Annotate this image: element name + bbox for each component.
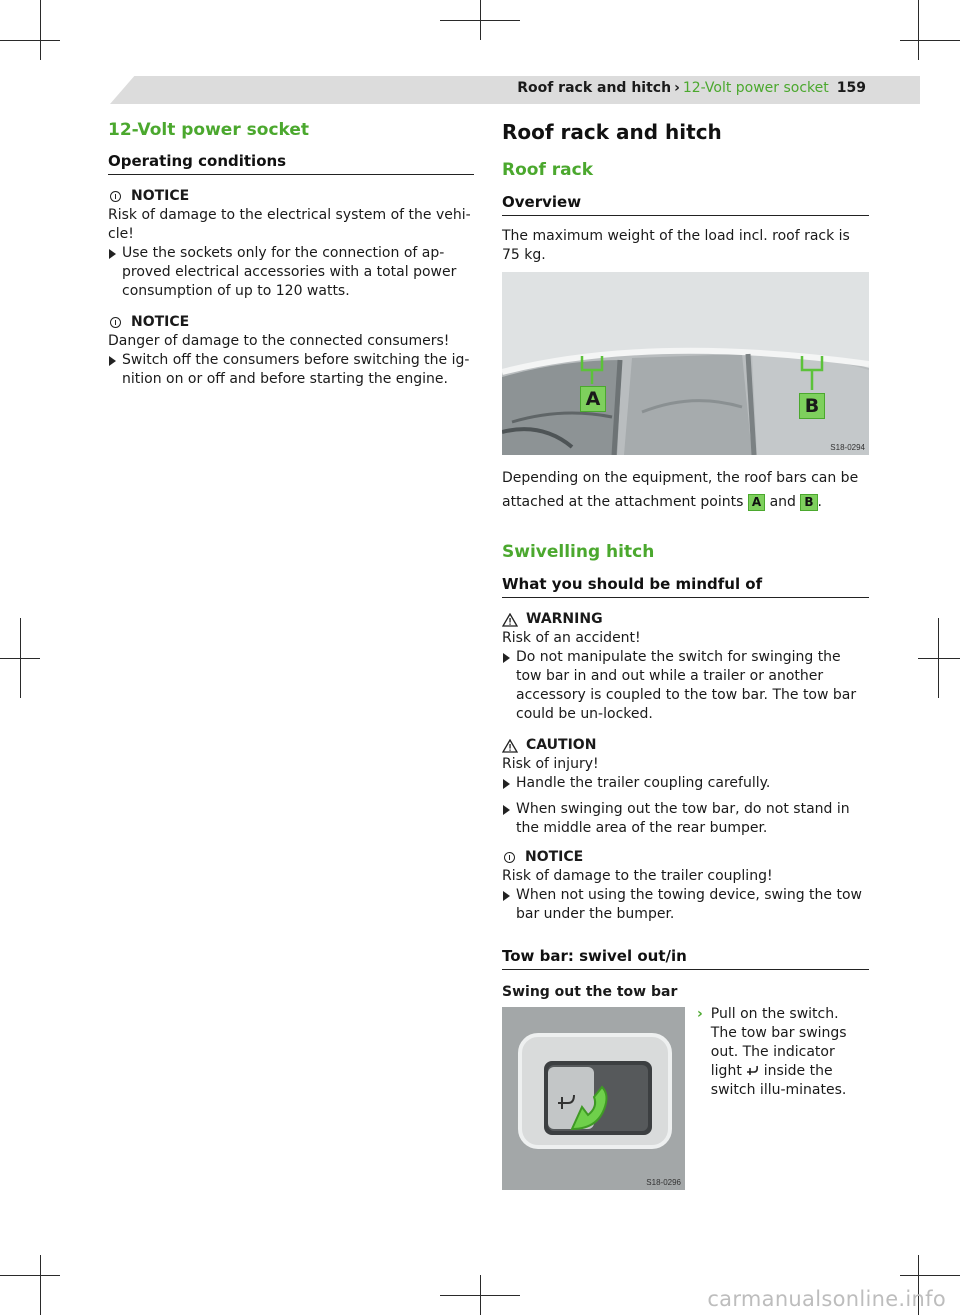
warning-title: WARNING [526,611,603,627]
page-number: 159 [836,80,866,96]
section-title-roof-rack: Roof rack [502,160,594,180]
notice-title: NOTICE [525,849,584,865]
subsection-operating-conditions: Operating conditions [108,151,474,175]
notice-text: Danger of damage to the connected consumers! [108,333,450,349]
caution-text: Risk of injury! [502,756,599,772]
list-item: When swinging out the tow bar, do not stand in the middle area of the rear bumper. [502,800,869,838]
notice-box-3 [502,848,869,924]
notice-icon [110,191,121,202]
step-heading: Swing out the tow bar [502,984,678,1000]
notice-icon [504,852,515,863]
caution-box [502,736,869,838]
bullet-arrow-icon [109,356,116,366]
right-column [502,118,869,265]
section-title-power-socket: 12-Volt power socket [108,120,310,140]
image-label-a: A [580,386,606,412]
roof-rack-intro: The maximum weight of the load incl. roof rack is 75 kg. [502,228,850,263]
page-header [517,80,866,100]
caution-title: CAUTION [526,737,597,753]
step-marker: › [697,1006,703,1022]
bullet-arrow-icon [503,653,510,663]
list-item: Do not manipulate the switch for swinging the tow bar in and out while a trailer or another accessory is coupled to the tow bar. The tow bar could be un-locked. [502,648,869,724]
list-item: Switch off the consumers before switching the ig-nition on or off and before starting the engine. [108,351,474,389]
notice-box-2 [108,313,474,389]
notice-icon [110,317,121,328]
bullet-arrow-icon [109,249,116,259]
inline-label-b: B [800,494,817,511]
breadcrumb-separator: › [674,80,680,96]
section-title-hitch: Swivelling hitch [502,542,655,562]
bullet-arrow-icon [503,805,510,815]
warning-text: Risk of an accident! [502,630,641,646]
roof-rack-image [502,272,869,455]
subsection-overview: Overview [502,192,869,216]
image-code: S18-0294 [830,443,865,452]
notice-text: Risk of damage to the trailer coupling! [502,868,773,884]
left-column [108,118,474,389]
notice-title: NOTICE [131,314,190,330]
list-item: When not using the towing device, swing the tow bar under the bumper. [502,886,869,924]
caution-icon [502,739,518,753]
bullet-arrow-icon [503,779,510,789]
subsection-tow-bar: Tow bar: swivel out/in [502,946,869,970]
hitch-section [502,540,869,924]
bullet-arrow-icon [503,891,510,901]
list-item: Handle the trailer coupling carefully. [502,774,869,793]
notice-title: NOTICE [131,188,190,204]
tow-bar-switch-image [502,1007,685,1190]
subsection-mindful: What you should be mindful of [502,574,869,598]
step-item: › Pull on the switch. The tow bar swings out. The indicator light inside the switch illu-minates. [697,1006,847,1098]
breadcrumb-parent[interactable]: Roof rack and hitch [517,80,672,96]
tow-bar-section [502,946,869,1002]
roof-rack-caption: Depending on the equipment, the roof bars can be attached at the attachment points A and B . [502,470,859,510]
list-item: Use the sockets only for the connection of ap-proved electrical accessories with a total power consumption of up to 120 watts. [108,244,474,301]
image-label-b: B [799,393,825,419]
warning-box [502,610,869,724]
breadcrumb-current[interactable]: 12-Volt power socket [682,80,829,96]
tow-hitch-indicator-icon [746,1064,759,1076]
inline-label-a: A [748,494,765,511]
image-code: S18-0296 [646,1178,681,1187]
notice-box-1 [108,187,474,301]
watermark: carmanualsonline.info [707,1287,946,1311]
notice-text: Risk of damage to the electrical system of the vehi-cle! [108,207,471,242]
warning-icon [502,613,518,627]
chapter-title: Roof rack and hitch [502,120,722,144]
